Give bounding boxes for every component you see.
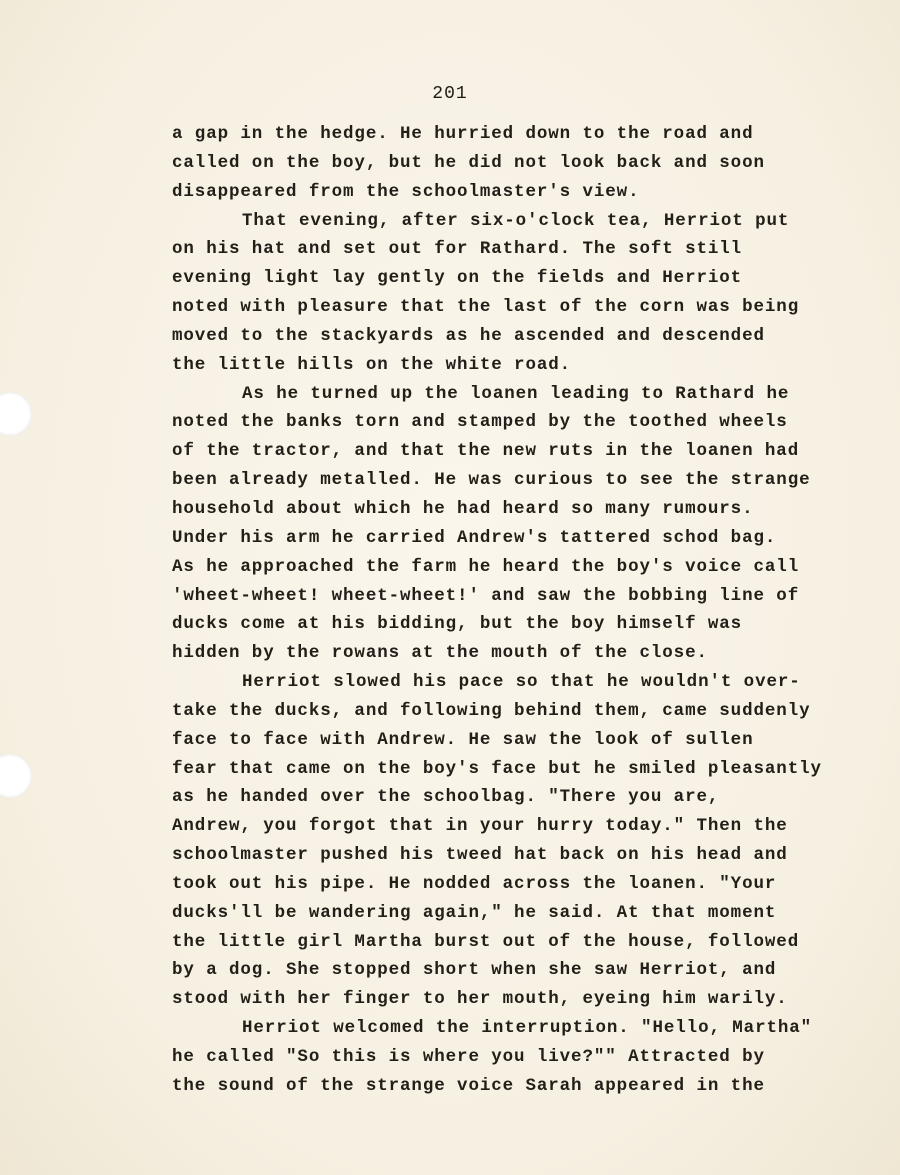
text-line: fear that came on the boy's face but he smiled pleasantly [172,758,822,779]
text-line: stood with her finger to her mouth, eyeing him warily. [172,989,788,1010]
text-line: Herriot slowed his pace so that he wouldn't over- [242,672,801,693]
text-line: been already metalled. He was curious to see the strange [172,470,811,491]
text-line: Herriot welcomed the interruption. "Hello, Martha" [242,1018,813,1039]
text-line: As he turned up the loanen leading to Rathard he [242,383,790,404]
text-line: took out his pipe. He nodded across the loanen. "Your [172,873,777,894]
text-line: disappeared from the schoolmaster's view. [172,181,640,202]
text-line: the sound of the strange voice Sarah appeared in the [172,1075,765,1096]
text-line: as he handed over the schoolbag. "There you are, [172,787,720,808]
text-line: face to face with Andrew. He saw the look of sullen [172,729,754,750]
punch-hole-top [0,392,32,436]
text-line: schoolmaster pushed his tweed hat back on his head and [172,845,788,866]
typed-text-body [172,120,872,1101]
text-line: evening light lay gently on the fields and Herriot [172,268,743,289]
text-line: by a dog. She stopped short when she saw Herriot, and [172,960,777,981]
text-line: the little girl Martha burst out of the house, followed [172,931,800,952]
text-line: he called "So this is where you live?"" Attracted by [172,1047,765,1067]
text-line: ducks come at his bidding, but the boy himself was [172,614,743,635]
text-line: As he approached the farm he heard the boy's voice call [172,556,800,577]
text-line: Andrew, you forgot that in your hurry today." Then the [172,816,788,837]
text-line: take the ducks, and following behind them, came suddenly [172,700,811,721]
text-line: Under his arm he carried Andrew's tattered schod bag. [172,527,777,548]
text-line: the little hills on the white road. [172,354,572,375]
text-line: moved to the stackyards as he ascended and descended [172,325,765,346]
text-line: household about which he had heard so many rumours. [172,498,754,519]
text-line: on his hat and set out for Rathard. The soft still [172,239,743,260]
text-line: a gap in the hedge. He hurried down to the road and [172,124,754,144]
page-number: 201 [432,84,468,104]
text-line: noted with pleasure that the last of the corn was being [172,297,800,318]
punch-hole-bottom [0,754,32,798]
text-line: That evening, after six-o'clock tea, Herriot put [242,210,790,231]
text-line: noted the banks torn and stamped by the toothed wheels [172,412,788,433]
text-line: hidden by the rowans at the mouth of the close. [172,643,708,664]
text-line: called on the boy, but he did not look back and soon [172,152,765,173]
text-line: of the tractor, and that the new ruts in the loanen had [172,441,800,462]
text-line: 'wheet-wheet! wheet-wheet!' and saw the bobbing line of [172,585,800,606]
text-line: ducks'll be wandering again," he said. At that moment [172,902,777,923]
